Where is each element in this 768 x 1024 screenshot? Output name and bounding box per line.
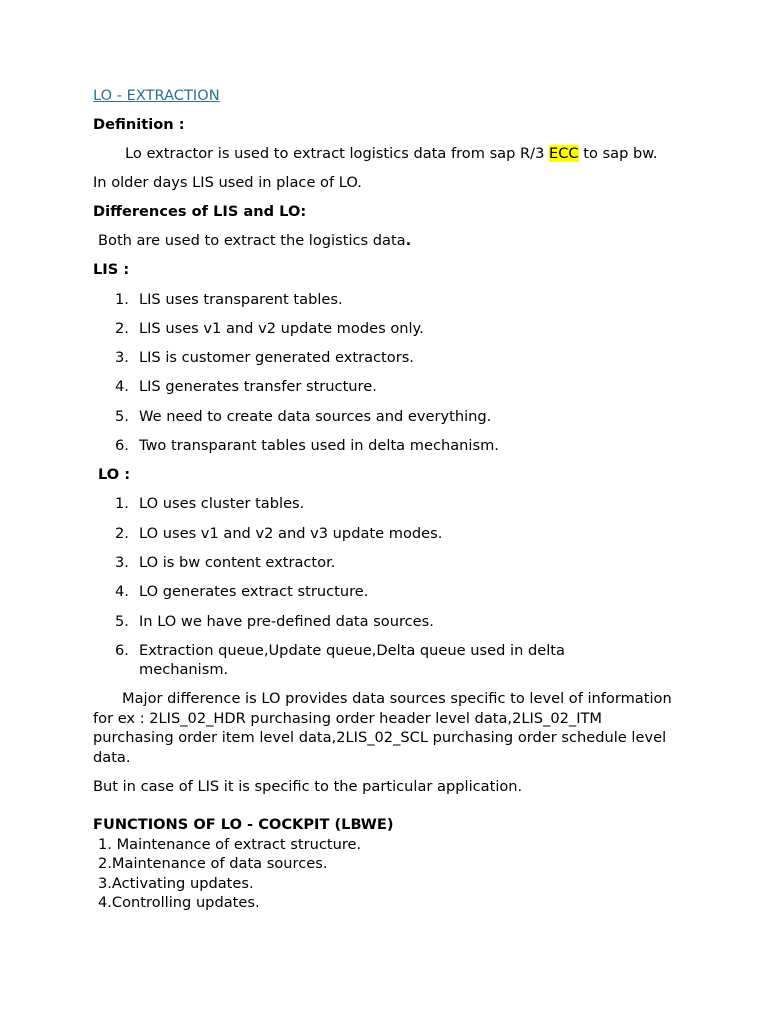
both-used-text: Both are used to extract the logistics data — [98, 232, 406, 249]
differences-heading: Differences of LIS and LO: — [93, 203, 307, 220]
highlighted-ecc: ECC — [549, 145, 579, 162]
list-item: 3.Activating updates. — [98, 874, 254, 892]
list-item-text: In LO we have pre-defined data sources. — [139, 612, 434, 630]
list-item-text: LIS generates transfer structure. — [139, 378, 377, 396]
list-item-text: LO uses v1 and v2 and v3 update modes. — [139, 524, 443, 542]
list-item-number: 6. — [115, 436, 129, 454]
list-item-text: Two transparant tables used in delta mechanism. — [139, 436, 499, 454]
lis-heading: LIS : — [93, 261, 130, 278]
list-item — [93, 377, 673, 397]
list-item — [93, 348, 673, 368]
list-item-number: 2. — [115, 524, 129, 542]
list-item-number: 3. — [115, 554, 129, 572]
list-item — [93, 319, 673, 339]
list-item-number: 4. — [115, 583, 129, 601]
list-item-number: 5. — [115, 407, 129, 425]
list-item-text: LIS is customer generated extractors. — [139, 349, 414, 367]
list-item — [93, 494, 673, 514]
list-item-text: Extraction queue,Update queue,Delta queue used in delta mechanism. — [139, 641, 565, 679]
list-item — [93, 524, 673, 544]
list-item — [93, 407, 673, 427]
title-link[interactable]: LO - EXTRACTION — [93, 87, 220, 104]
functions-list — [93, 835, 673, 913]
list-item-number: 2. — [115, 319, 129, 337]
list-item — [93, 641, 673, 680]
list-item-number: 1. — [115, 495, 129, 513]
lis-list — [93, 290, 673, 456]
list-item — [93, 553, 673, 573]
definition-paragraph — [93, 144, 673, 164]
lo-list — [93, 494, 673, 679]
major-difference-paragraph: Major difference is LO provides data sources specific to level of information for ex : 2LIS_02_HDR purchasing order header level data,2LIS_02_ITM purchasing order item level data,2LIS_02_SCL purchasing order schedule level data. — [93, 690, 672, 766]
list-item — [93, 582, 673, 602]
both-used-period: . — [405, 232, 412, 249]
list-item-number: 5. — [115, 612, 129, 630]
list-item: 4.Controlling updates. — [98, 894, 260, 912]
both-used-paragraph — [93, 231, 673, 251]
list-item — [93, 290, 673, 310]
lis-case-paragraph: But in case of LIS it is specific to the particular application. — [93, 777, 523, 795]
list-item — [93, 436, 673, 456]
list-item-text: LIS uses transparent tables. — [139, 290, 343, 308]
list-item-number: 4. — [115, 378, 129, 396]
definition-text-a: Lo extractor is used to extract logistics data from sap R/3 — [125, 145, 549, 162]
list-item — [93, 612, 673, 632]
definition-heading: Definition : — [93, 116, 185, 133]
document-page — [93, 86, 673, 913]
definition-text-b: to sap bw. — [578, 145, 658, 162]
list-item-number: 3. — [115, 349, 129, 367]
list-item-text: We need to create data sources and everything. — [139, 407, 492, 425]
list-item: 2.Maintenance of data sources. — [98, 855, 328, 873]
list-item: 1. Maintenance of extract structure. — [98, 835, 362, 853]
list-item-text: LO uses cluster tables. — [139, 495, 305, 513]
list-item-text: LIS uses v1 and v2 update modes only. — [139, 319, 424, 337]
functions-heading: FUNCTIONS OF LO - COCKPIT (LBWE) — [93, 816, 394, 834]
older-days-paragraph: In older days LIS used in place of LO. — [93, 174, 362, 191]
list-item-text: LO generates extract structure. — [139, 583, 369, 601]
list-item-number: 1. — [115, 290, 129, 308]
lo-heading: LO : — [98, 465, 131, 483]
list-item-text: LO is bw content extractor. — [139, 554, 336, 572]
list-item-number: 6. — [115, 641, 129, 659]
